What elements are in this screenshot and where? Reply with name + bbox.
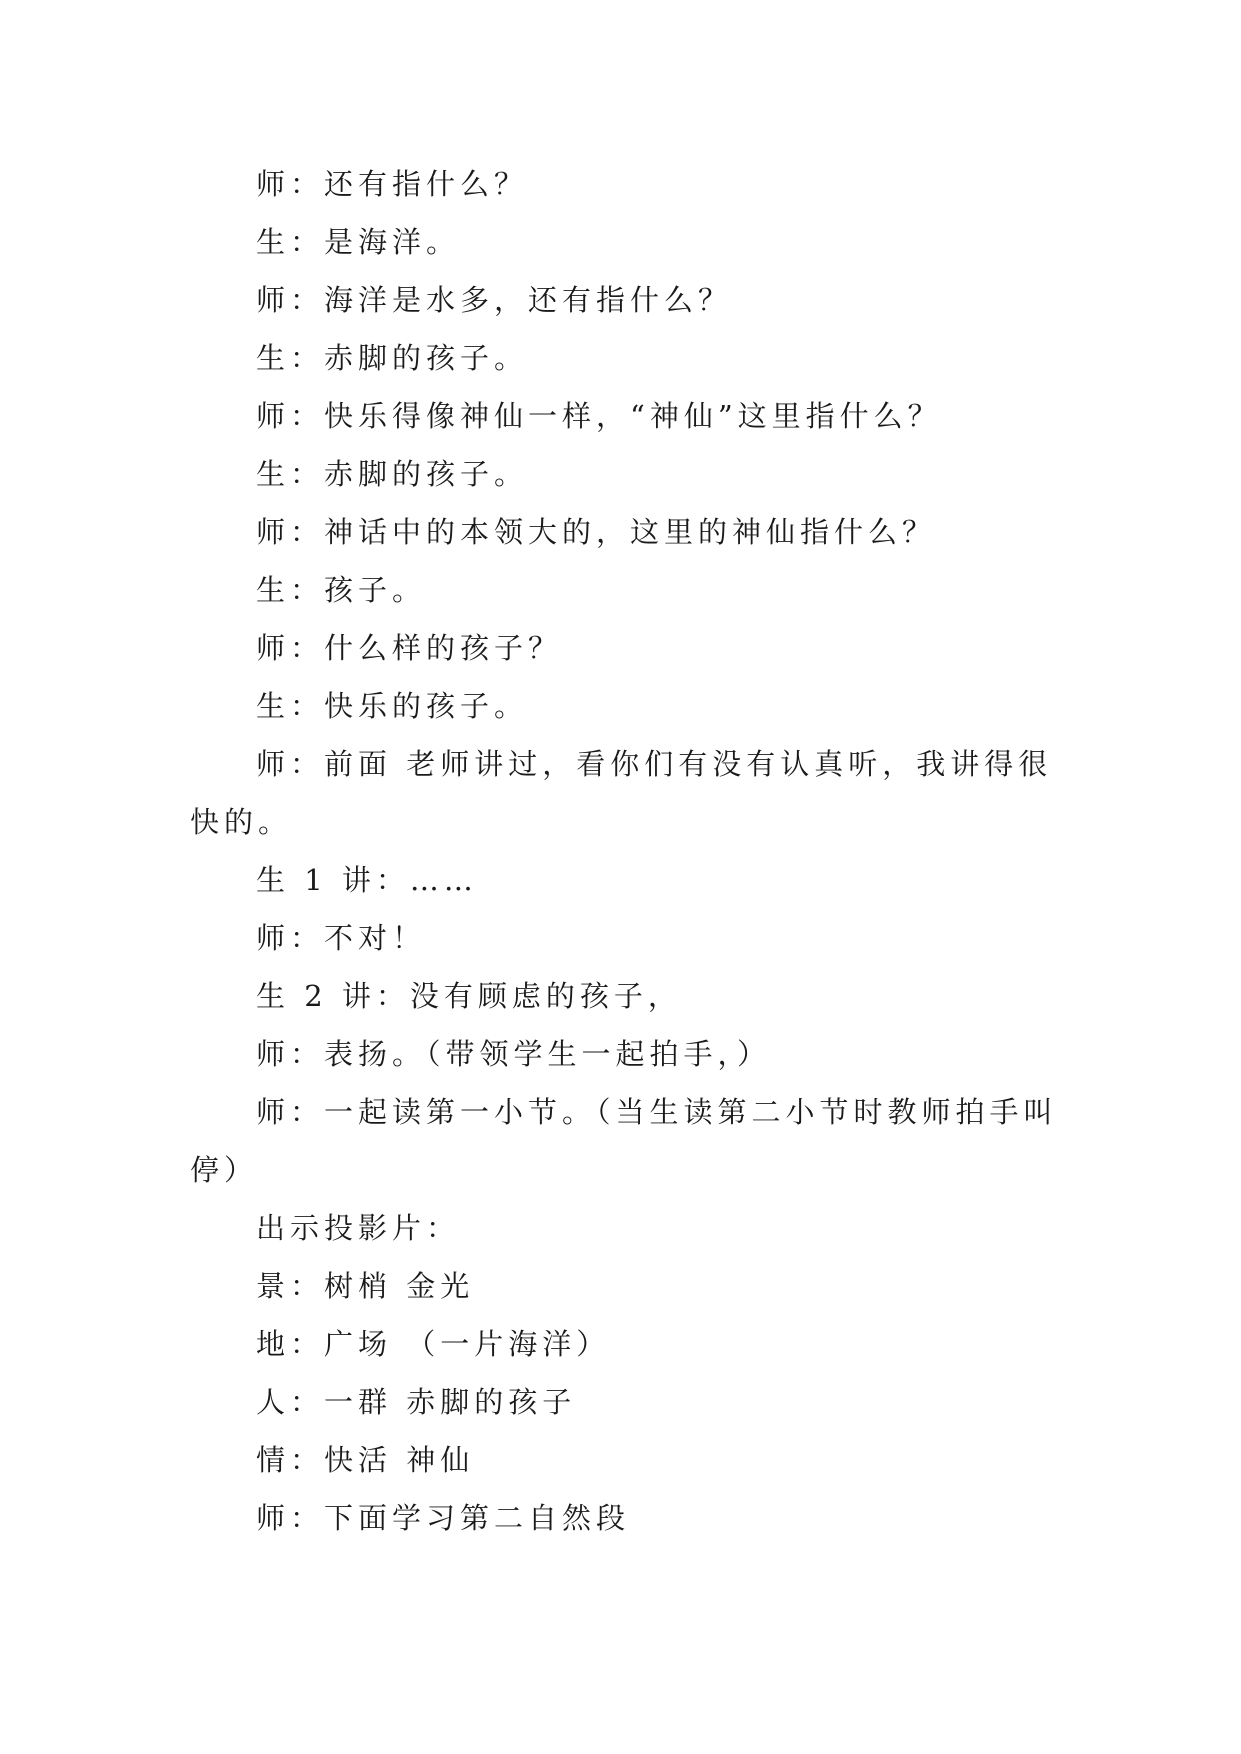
transcript-body <box>190 155 1060 1547</box>
paragraph-15: 师：表扬。（带领学生一起拍手，） <box>256 1037 772 1071</box>
paragraph-18: 景：树梢 金光 <box>256 1269 475 1303</box>
paragraph-13: 师：不对！ <box>256 921 427 955</box>
paragraph-12: 生 1 讲：…… <box>256 863 478 897</box>
paragraph-6: 生：赤脚的孩子。 <box>256 457 529 491</box>
paragraph-2: 生：是海洋。 <box>256 225 461 259</box>
paragraph-14: 生 2 讲：没有顾虑的孩子， <box>256 979 682 1013</box>
paragraph-3: 师：海洋是水多，还有指什么？ <box>256 283 733 317</box>
paragraph-17: 出示投影片： <box>256 1211 461 1245</box>
paragraph-11: 师：前面 老师讲过，看你们有没有认真听，我讲得很快的。 <box>190 747 1053 839</box>
paragraph-10: 生：快乐的孩子。 <box>256 689 529 723</box>
paragraph-19: 地：广场 （一片海洋） <box>256 1327 611 1361</box>
paragraph-1: 师：还有指什么？ <box>256 167 529 201</box>
paragraph-5: 师：快乐得像神仙一样，“神仙”这里指什么？ <box>256 399 942 433</box>
paragraph-8: 生：孩子。 <box>256 573 427 607</box>
paragraph-7: 师：神话中的本领大的，这里的神仙指什么？ <box>256 515 937 549</box>
paragraph-22: 师：下面学习第二自然段 <box>256 1501 631 1535</box>
paragraph-21: 情：快活 神仙 <box>256 1443 475 1477</box>
paragraph-20: 人：一群 赤脚的孩子 <box>256 1385 577 1419</box>
paragraph-4: 生：赤脚的孩子。 <box>256 341 529 375</box>
paragraph-16: 师：一起读第一小节。（当生读第二小节时教师拍手叫停） <box>190 1095 1058 1187</box>
paragraph-9: 师：什么样的孩子？ <box>256 631 563 665</box>
